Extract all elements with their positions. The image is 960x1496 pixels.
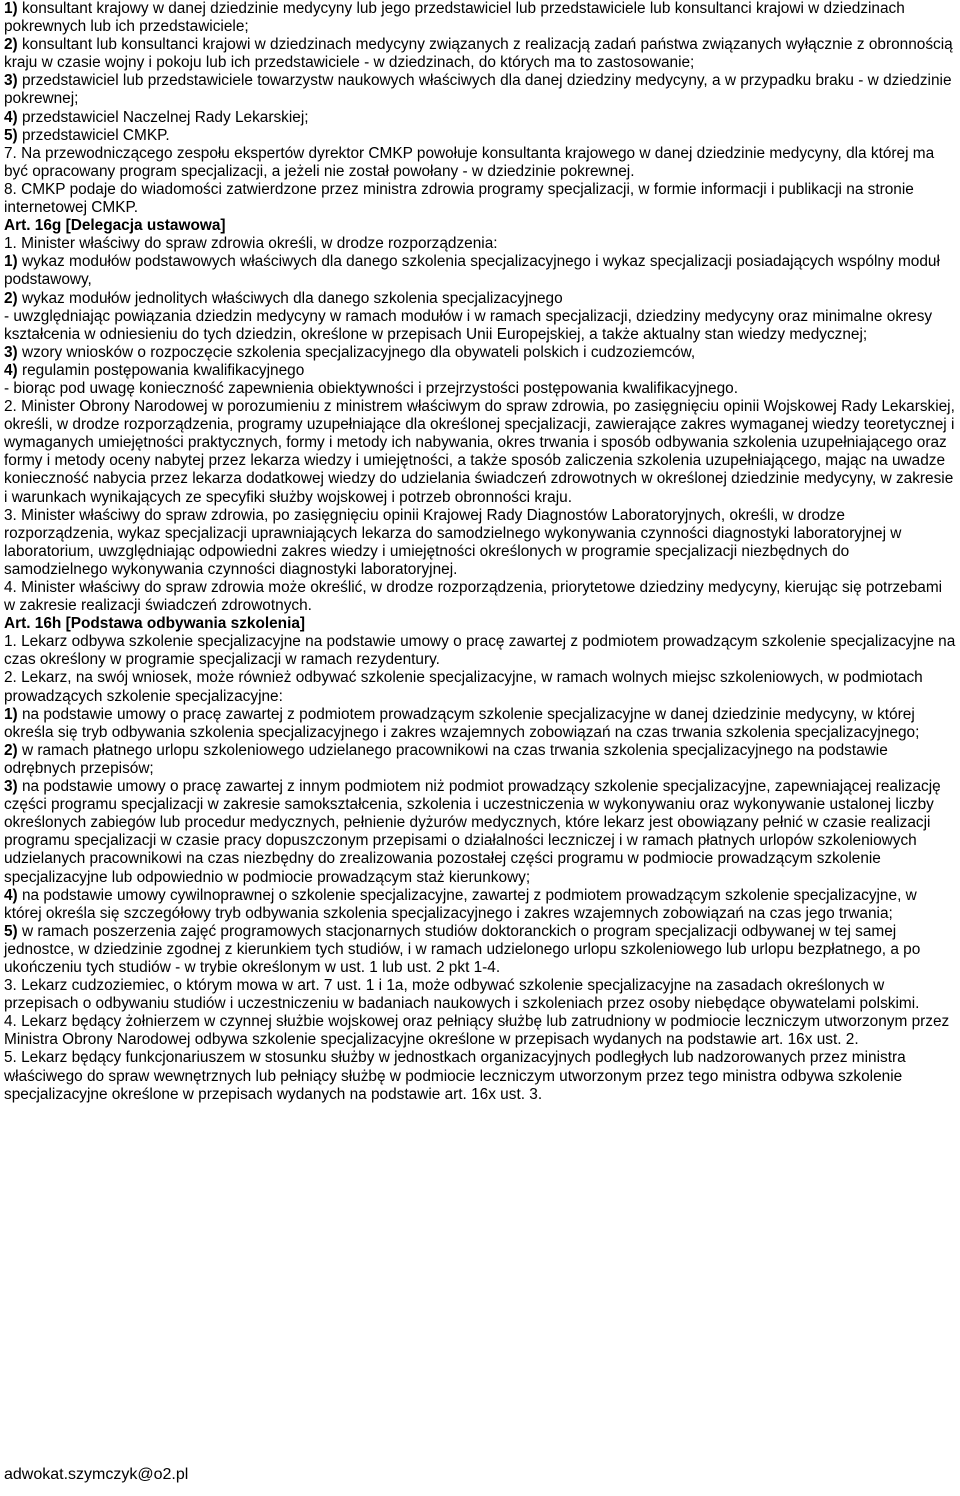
paragraph-text: 2. Lekarz, na swój wniosek, może również odbywać szkolenie specjalizacyjne, w ramach wolnych miejsc szkoleniowych, w podmiotach prowadzących szkolenie specjalizacyjne: [4, 669, 923, 705]
paragraph-text: wykaz modułów jednolitych właściwych dla danego szkolenia specjalizacyjnego [17, 289, 563, 307]
document-paragraph [4, 742, 956, 778]
document-paragraph [4, 923, 956, 977]
document-paragraph [4, 145, 956, 181]
paragraph-text: 2. Minister Obrony Narodowej w porozumieniu z ministrem właściwym do spraw zdrowia, po zasięgnięciu opinii Wojskowej Rady Lekarskiej, określi, w drodze rozporządzenia, programy uzupełniające dla określonej specjalizacji, zawierające zakres wymaganej wiedzy teoretycznej i wymaganych umiejętności praktycznych, formy i metody ich nabywania, okres trwania i sposób odbywania szkolenia uzupełniającego oraz formy i metody oceny nabytej przez lekarza wiedzy i umiejętności, a także sposób zaliczenia szkolenia uzupełniającego, mając na uwadze konieczność nabycia przez lekarza dodatkowej wiedzy do udzielania świadczeń zdrowotnych w określonej dziedzinie medycyny, w zakresie i warunkach wynikających ze specyfiki służby wojskowej i potrzeb obronności kraju. [4, 398, 955, 506]
document-paragraph [4, 398, 956, 507]
list-number: 1) [4, 253, 18, 271]
document-paragraph [4, 344, 956, 362]
list-number: 3) [4, 72, 18, 90]
paragraph-text: na podstawie umowy o pracę zawartej z innym podmiotem niż podmiot prowadzący szkolenie specjalizacyjne, zapewniającej realizację części programu specjalizacji w zakresie samokształcenia, szkolenia i uczestniczenia w wykonywaniu oraz wykonywanie ustalonej liczby określonych zabiegów lub procedur medycznych, pełnienie dyżurów medycznych, które lekarz jest obowiązany pełnić w czasie realizacji programu specjalizacji w czasie pracy dopuszczonym przepisami o działalności leczniczej i w ramach płatnych urlopów szkoleniowych udzielanych pracownikowi na czas niezbędny do zrealizowania pozostałej części programu w podmiocie prowadzącym szkolenie specjalizacyjne lub odpowiednio w podmiocie prowadzącym staż kierunkowy; [4, 778, 941, 886]
document-paragraph [4, 380, 956, 398]
paragraph-text: w ramach płatnego urlopu szkoleniowego udzielanego pracownikowi na czas trwania szkolenia specjalizacyjnego na podstawie odrębnych przepisów; [4, 741, 888, 777]
paragraph-text: - uwzględniając powiązania dziedzin medycyny w ramach modułów i w ramach specjalizacji, dziedziny medycyny oraz minimalne okresy kształcenia w odniesieniu do tych dziedzin, określone w przepisach Unii Europejskiej, a także aktualny stan wiedzy medycznej; [4, 307, 933, 343]
list-number: 3) [4, 343, 18, 361]
paragraph-text: przedstawiciel CMKP. [17, 126, 170, 144]
paragraph-text: na podstawie umowy o pracę zawartej z podmiotem prowadzącym szkolenie specjalizacyjne w danej dziedzinie medycyny, w której określa się tryb odbywania szkolenia specjalizacyjnego i zakres wzajemnych zobowiązań na czas trwania szkolenia specjalizacyjnego; [4, 705, 920, 741]
paragraph-text: przedstawiciel Naczelnej Rady Lekarskiej; [17, 108, 309, 126]
document-paragraph [4, 887, 956, 923]
list-number: 2) [4, 36, 18, 54]
list-number: 3) [4, 778, 18, 796]
paragraph-text: na podstawie umowy cywilnoprawnej o szkolenie specjalizacyjne, zawartej z podmiotem prowadzącym szkolenie specjalizacyjne, w której określa się szczegółowy tryb odbywania szkolenia specjalizacyjnego i zakres wzajemnych zobowiązań na czas jego trwania; [4, 886, 917, 922]
document-paragraph [4, 109, 956, 127]
paragraph-text: 3. Minister właściwy do spraw zdrowia, po zasięgnięciu opinii Krajowej Rady Diagnostów Laboratoryjnych, określi, w drodze rozporządzenia, wykaz specjalizacji uprawniających lekarza do samodzielnego wykonywania czynności diagnostyki laboratoryjnej w laboratorium, uwzględniając odpowiedni zakres wiedzy i umiejętności określonych w programie specjalizacji niezbędnych do samodzielnego wykonywania czynności diagnostyki laboratoryjnej. [4, 506, 902, 578]
paragraph-text: 7. Na przewodniczącego zespołu ekspertów dyrektor CMKP powołuje konsultanta krajowego w danej dziedzinie medycyny, dla której ma być opracowany program specjalizacji, a jeżeli nie został powołany - w dziedzinie pokrewnej. [4, 144, 935, 180]
document-paragraph [4, 778, 956, 887]
document-paragraph [4, 706, 956, 742]
list-number: 4) [4, 361, 18, 379]
document-paragraph [4, 633, 956, 669]
document-paragraph [4, 308, 956, 344]
paragraph-text: 1. Lekarz odbywa szkolenie specjalizacyjne na podstawie umowy o pracę zawartej z podmiotem prowadzącym szkolenie specjalizacyjne na czas określony w programie specjalizacji w ramach rezydentury. [4, 633, 956, 669]
document-paragraph [4, 362, 956, 380]
paragraph-text: - biorąc pod uwagę konieczność zapewnienia obiektywności i przejrzystości postępowania kwalifikacyjnego. [4, 379, 739, 397]
document-paragraph [4, 579, 956, 615]
paragraph-text: 1. Minister właściwy do spraw zdrowia określi, w drodze rozporządzenia: [4, 235, 498, 253]
list-number: 4) [4, 108, 18, 126]
list-number: 5) [4, 126, 18, 144]
document-paragraph [4, 0, 956, 36]
list-number: 1) [4, 705, 18, 723]
document-paragraph [4, 290, 956, 308]
paragraph-text: w ramach poszerzenia zajęć programowych stacjonarnych studiów doktoranckich o program specjalizacji odbywanej w tej samej jednostce, w dziedzinie zgodnej z kierunkiem tych studiów, i w ramach udzielonego urlopu szkoleniowego lub urlopu bezpłatnego, a po ukończeniu tych studiów - w trybie określonym w ust. 1 lub ust. 2 pkt 1-4. [4, 922, 921, 976]
paragraph-text: konsultant lub konsultanci krajowi w dziedzinach medycyny związanych z realizacją zadań państwa związanych wyłącznie z obronnością kraju w czasie wojny i pokoju lub ich przedstawiciele - w dziedzinach, do których ma to zastosowanie; [4, 36, 953, 72]
article-heading: Art. 16g [Delegacja ustawowa] [4, 217, 226, 235]
paragraph-text: wykaz modułów podstawowych właściwych dla danego szkolenia specjalizacyjnego i wykaz specjalizacji posiadających wspólny moduł podstawowy, [4, 253, 940, 289]
document-paragraph [4, 36, 956, 72]
document-paragraph [4, 1049, 956, 1103]
paragraph-text: 8. CMKP podaje do wiadomości zatwierdzone przez ministra zdrowia programy specjalizacji, w formie informacji i publikacji na stronie internetowej CMKP. [4, 180, 914, 217]
paragraph-text: konsultant krajowy w danej dziedzinie medycyny lub jego przedstawiciel lub przedstawiciele lub konsultanci krajowi w dziedzinach pokrewnych lub ich przedstawiciele; [4, 0, 905, 36]
paragraph-text: wzory wniosków o rozpoczęcie szkolenia specjalizacyjnego dla obywateli polskich i cudzoziemców, [17, 343, 696, 361]
paragraph-text: 5. Lekarz będący funkcjonariuszem w stosunku służby w jednostkach organizacyjnych podległych lub nadzorowanych przez ministra właściwego do spraw wewnętrznych lub pełniący służbę w podmiocie leczniczym utworzonym przez tego ministra odbywa szkolenie specjalizacyjne określone w przepisach wydanych na podstawie art. 16x ust. 3. [4, 1049, 906, 1103]
list-number: 5) [4, 922, 18, 940]
paragraph-text: regulamin postępowania kwalifikacyjnego [17, 361, 305, 379]
document-paragraph [4, 507, 956, 579]
list-number: 2) [4, 289, 18, 307]
footer-email: adwokat.szymczyk@o2.pl [4, 1466, 189, 1483]
paragraph-text: 4. Lekarz będący żołnierzem w czynnej służbie wojskowej oraz pełniący służbę lub zatrudniony w podmiocie leczniczym utworzonym przez Ministra Obrony Narodowej odbywa szkolenie specjalizacyjne określone w przepisach wydanych na podstawie art. 16x ust. 2. [4, 1013, 950, 1049]
document-paragraph [4, 127, 956, 145]
list-number: 1) [4, 0, 18, 17]
list-number: 4) [4, 886, 18, 904]
document-body [4, 0, 956, 1104]
document-paragraph [4, 181, 956, 217]
document-paragraph [4, 1013, 956, 1049]
document-paragraph [4, 977, 956, 1013]
document-paragraph [4, 72, 956, 108]
document-paragraph [4, 669, 956, 705]
article-heading: Art. 16h [Podstawa odbywania szkolenia] [4, 615, 306, 633]
paragraph-text: 4. Minister właściwy do spraw zdrowia może określić, w drodze rozporządzenia, priorytetowe dziedziny medycyny, kierując się potrzebami w zakresie realizacji świadczeń zdrowotnych. [4, 579, 943, 615]
document-paragraph [4, 235, 956, 253]
paragraph-text: 3. Lekarz cudzoziemiec, o którym mowa w art. 7 ust. 1 i 1a, może odbywać szkolenie specjalizacyjne na zasadach określonych w przepisach o odbywaniu studiów i uczestniczeniu w badaniach naukowych i szkoleniach przez osoby niebędące obywatelami polskimi. [4, 977, 920, 1013]
list-number: 2) [4, 741, 18, 759]
paragraph-text: przedstawiciel lub przedstawiciele towarzystw naukowych właściwych dla danej dziedziny medycyny, a w przypadku braku - w dziedzinie pokrewnej; [4, 72, 952, 108]
document-paragraph [4, 253, 956, 289]
